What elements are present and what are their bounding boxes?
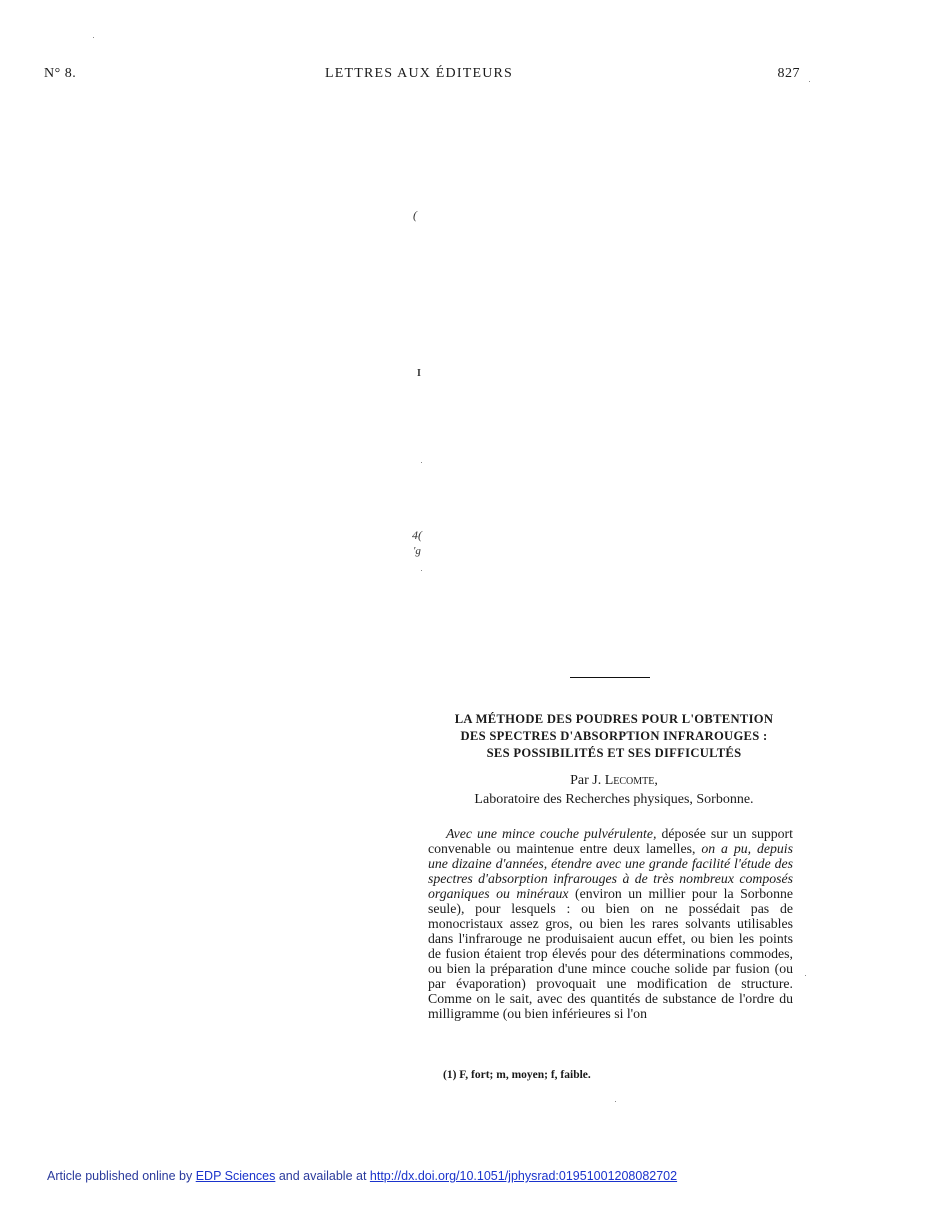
issue-number: N° 8. [44,66,77,81]
publication-notice [47,1169,677,1183]
publication-prefix: Article published online by [47,1169,196,1183]
body-italic: on a pu, depuis une dizaine d'années, étendre avec une grande facilité l'étude des spectres d'absorption infrarouges à de très nombreux composés organiques ou minéraux [428,841,794,901]
affiliation: Laboratoire des Recherches physiques, Sorbonne. [474,792,754,807]
scan-speck [421,570,422,571]
doi-link[interactable]: http://dx.doi.org/10.1051/jphysrad:01951001208082702 [369,1169,678,1183]
author-name: Lecomte, [604,773,658,788]
title-line: LA MÉTHODE DES POUDRES POUR L'OBTENTION [454,712,774,726]
margin-fragment: 'g [413,545,421,557]
scan-speck [615,1101,616,1102]
publisher-link[interactable]: EDP Sciences [195,1169,276,1183]
running-title: LETTRES AUX ÉDITEURS [324,66,514,81]
scan-speck [93,37,94,38]
scan-speck [805,975,806,976]
byline-prefix: Par J. [570,773,602,788]
margin-fragment: ( [413,208,417,222]
body-text: déposée sur un support convenable ou maintenue entre deux lamelles, [428,826,793,856]
article-title [420,711,808,762]
footnote-text: F, fort; m, moyen; f, faible. [456,1069,591,1081]
title-line: DES SPECTRES D'ABSORPTION INFRAROUGES : [460,729,768,743]
margin-fragment: I [417,368,421,379]
publication-middle: and available at [275,1169,370,1183]
byline [420,773,808,789]
title-line: SES POSSIBILITÉS ET SES DIFFICULTÉS [486,746,742,760]
body-italic: Avec une mince couche pulvérulente, [446,826,657,841]
margin-fragment: 4( [412,528,422,542]
body-text: (environ un millier pour la Sorbonne seule), pour lesquels : ou bien on ne possédait pas de monocristaux assez gros, ou bien les rares solvants utilisables dans l'infrarouge ne produisaient aucun effet, ou bien les points de fusion étaient trop élevés pour des déterminations commodes, ou bien la préparation d'une mince couche solide par fusion (ou par évaporation) provoquait une modification de structure. Comme on le sait, avec des quantités de substance de l'ordre du milligramme (ou bien inférieures si l'on [428,886,793,1021]
footnote-mark: (1) [443,1069,457,1081]
footnote [443,1069,591,1081]
scan-speck [421,462,422,463]
article-body [428,826,793,1021]
page-number: 827 [777,66,800,81]
scan-speck [809,81,810,82]
section-divider [570,677,650,678]
